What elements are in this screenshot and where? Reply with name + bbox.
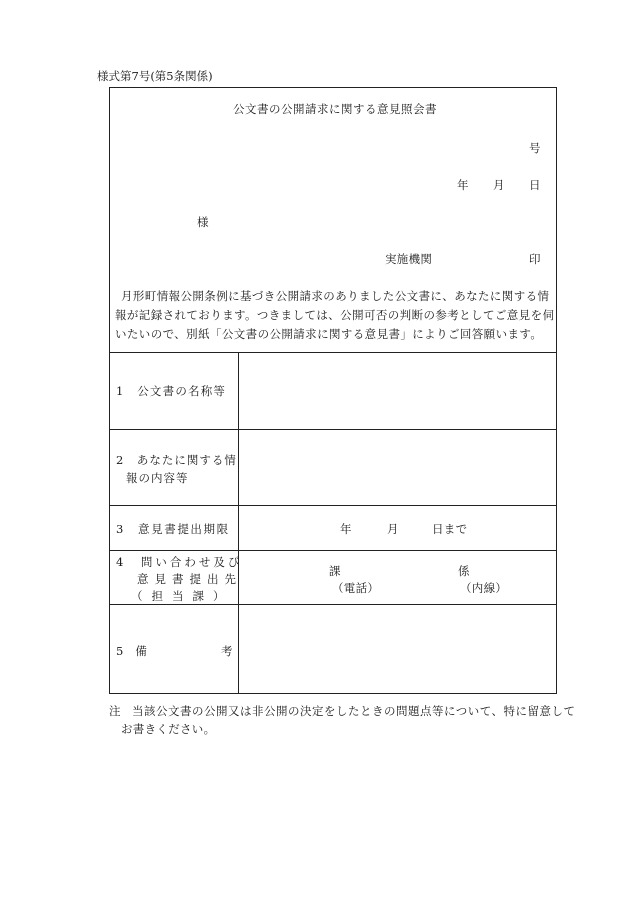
contact-phone-label: （電話） (332, 581, 380, 595)
deadline-month-label: 月 (387, 522, 399, 536)
row-divider-1 (109, 429, 557, 430)
note-line-1: 当該公文書の公開又は非公開の決定をしたときの問題点等について、特に留意して (132, 704, 576, 718)
contact-extension-label: （内線） (460, 581, 508, 595)
document-name-field[interactable] (242, 356, 552, 426)
note-line-2: お書きください。 (121, 722, 216, 736)
row-label-info-line-2: 報の内容等 (126, 471, 189, 485)
row-divider-3 (109, 550, 557, 551)
body-text-line-3: いたいので、別紙「公文書の公開請求に関する意見書」によりご回答願います。 (115, 327, 543, 341)
row-divider-4 (109, 604, 557, 605)
row-label-contact-line-3: （担当課） (131, 589, 234, 603)
seal-mark: 印 (529, 252, 541, 266)
personal-info-field[interactable] (242, 433, 552, 501)
table-column-divider (238, 352, 239, 694)
body-text-line-2: 報が記録されております。つきましては、公開可否の判断の参考としてご意見を伺 (115, 308, 555, 322)
document-title: 公文書の公開請求に関する意見照会書 (233, 102, 437, 116)
deadline-day-label: 日まで (432, 522, 468, 536)
deadline-year-label: 年 (340, 522, 352, 536)
remarks-field[interactable] (242, 608, 552, 690)
contact-section-label: 課 (329, 564, 341, 578)
date-month-label: 月 (493, 178, 505, 192)
row-label-document-name: 1 公文書の名称等 (116, 384, 227, 398)
row-label-info-line-1: 2 あなたに関する情 (116, 453, 237, 467)
row-label-contact-line-2: 意見書提出先 (137, 572, 242, 586)
row-label-remarks-right: 考 (221, 644, 233, 658)
date-year-label: 年 (457, 178, 469, 192)
date-day-label: 日 (529, 178, 541, 192)
form-number-label: 様式第7号(第5条関係) (97, 69, 213, 83)
row-label-deadline: 3 意見書提出期限 (116, 522, 230, 536)
contact-subsection-label: 係 (458, 564, 470, 578)
note-mark: 注 (109, 704, 121, 718)
row-divider-2 (109, 505, 557, 506)
body-text-line-1: 月形町情報公開条例に基づき公開請求のありました公文書に、あなたに関する情 (121, 289, 550, 303)
document-number-suffix: 号 (529, 141, 541, 155)
row-label-contact-line-1: 4 問い合わせ及び (116, 555, 243, 569)
addressee-suffix: 様 (197, 215, 209, 229)
table-top-rule (109, 352, 557, 353)
row-label-remarks-left: 5 備 (116, 644, 148, 658)
agency-label: 実施機関 (385, 252, 433, 266)
